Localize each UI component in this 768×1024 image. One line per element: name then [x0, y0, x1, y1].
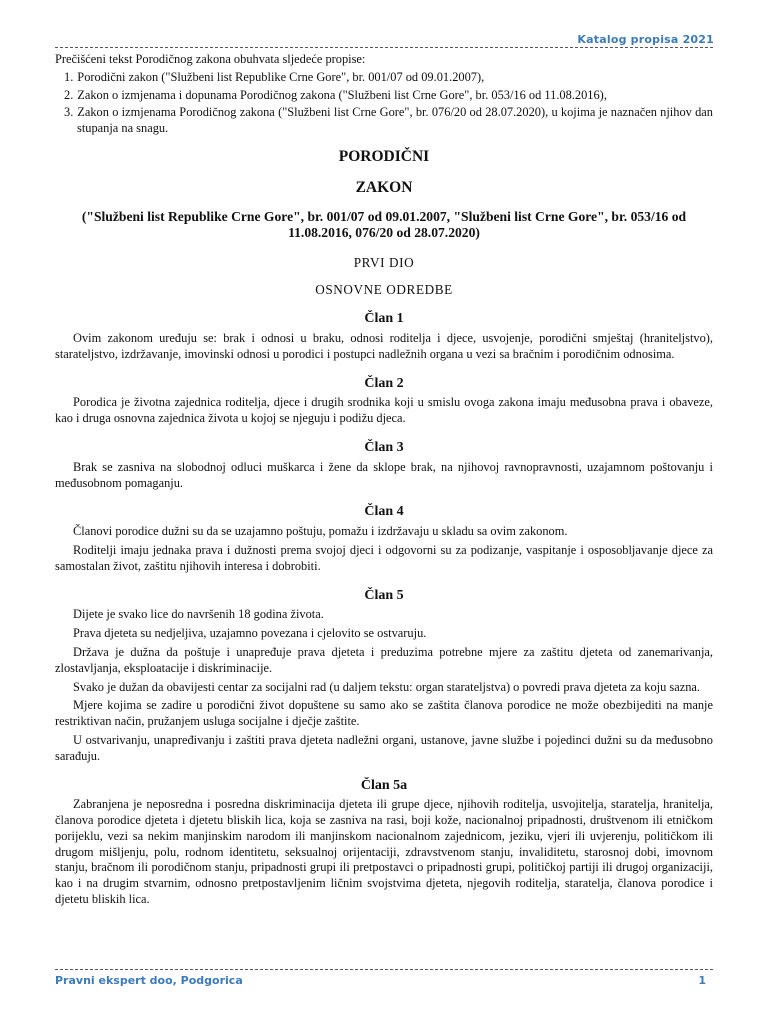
- regulation-item: [55, 70, 713, 86]
- article-paragraph: Porodica je životna zajednica roditelja, djece i drugih srodnika koji u smislu ovoga zakona imaju međusobna prava i obaveze, kao i druga osnovna zajednica života u kojoj se njeguju i podižu djeca.: [55, 395, 713, 426]
- article-heading: Član 5a: [360, 777, 408, 793]
- regulation-item-text: Porodični zakon ("Službeni list Republike Crne Gore", br. 001/07 od 09.01.2007),: [77, 69, 485, 84]
- regulation-item-number: 1.: [64, 69, 74, 84]
- article-paragraph: Država je dužna da poštuje i unapređuje prava djeteta i preduzima potrebne mjere za zaštitu djeteta od zanemarivanja, zlostavljanja, eksploatacije i diskriminacije.: [55, 644, 713, 675]
- article-3: [55, 440, 713, 491]
- part-subtitle: OSNOVNE ODREDBE: [315, 282, 453, 298]
- gazette-reference: ("Službeni list Republike Crne Gore", br. 001/07 od 09.01.2007, "Službeni list Crne Gore", br. 053/16 od 11.08.2016, 076/20 od 28.07.2020): [81, 208, 687, 240]
- intro-lead: Prečišćeni tekst Porodičnog zakona obuhvata sljedeće propise:: [55, 52, 366, 66]
- regulation-item-text: Zakon o izmjenama i dopunama Porodičnog zakona ("Službeni list Crne Gore", br. 053/16 od 11.08.2016),: [77, 87, 607, 102]
- article-paragraph: Svako je dužan da obavijesti centar za socijalni rad (u daljem tekstu: organ starateljstva) o povredi prava djeteta za koju sazna.: [73, 679, 700, 694]
- page-number: 1: [698, 974, 706, 987]
- article-paragraph: Mjere kojima se zadire u porodični život dopuštene su samo ako se zaštita članova porodice ne može obezbijediti na manje restriktivan način, pružanjem usluga socijalne i dječje zaštite.: [55, 698, 713, 729]
- law-title-line2: ZAKON: [355, 178, 413, 196]
- article-heading: Član 3: [364, 439, 404, 455]
- article-1: [55, 311, 713, 362]
- regulation-item-number: 3.: [64, 105, 74, 120]
- regulation-item: [55, 105, 713, 137]
- regulation-item: [55, 88, 713, 104]
- article-2: [55, 376, 713, 427]
- footer-publisher: Pravni ekspert doo, Podgorica: [55, 974, 243, 987]
- law-title-line1: PORODIČNI: [338, 147, 430, 165]
- article-heading: Član 2: [364, 375, 404, 391]
- consolidated-text-intro: [55, 52, 713, 137]
- document-body: [55, 52, 713, 911]
- regulation-item-number: 2.: [64, 87, 74, 102]
- article-5a: [55, 778, 713, 908]
- article-paragraph: U ostvarivanju, unapređivanju i zaštiti prava djeteta nadležni organi, ustanove, javne službe i pojedinci dužni su da međusobno sarađuju.: [55, 732, 713, 763]
- footer-divider: [55, 969, 713, 970]
- article-heading: Član 4: [364, 504, 404, 520]
- article-paragraph: Roditelji imaju jednaka prava i dužnosti prema svojoj djeci i odgovorni su za podizanje, vaspitanje i osposobljavanje djece za samostalan život, zaštitu njihovih interesa i dobrobiti.: [55, 542, 713, 573]
- article-paragraph: Prava djeteta su nedjeljiva, uzajamno povezana i cjelovito se ostvaruju.: [73, 626, 427, 641]
- article-5: [55, 588, 713, 765]
- article-paragraph: Dijete je svako lice do navršenih 18 godina života.: [73, 607, 324, 622]
- article-4: [55, 504, 713, 574]
- article-paragraph: Brak se zasniva na slobodnoj odluci muškarca i žene da sklope brak, na njihovoj ravnopravnosti, uzajamnom poštovanju i međusobnom pomaganju.: [55, 459, 713, 490]
- article-paragraph: Ovim zakonom uređuju se: brak i odnosi u braku, odnosi roditelja i djece, usvojenje, porodični smještaj (hraniteljstvo), starateljstvo, izdržavanje, imovinski odnosi u porodici i postupci nadležnih organa u vezi sa bračnim i porodičnim odnosima.: [55, 330, 713, 361]
- regulation-item-text: Zakon o izmjenama Porodičnog zakona ("Službeni list Crne Gore", br. 076/20 od 28.07.2020), u kojima je naznačen njihov dan stupanja na snagu.: [77, 105, 713, 136]
- article-heading: Član 1: [364, 311, 404, 327]
- part-name: PRVI DIO: [353, 254, 415, 270]
- article-paragraph: Zabranjena je neposredna i posredna diskriminacija djeteta ili grupe djece, njihovih roditelja, usvojitelja, staratelja, hranitelja, članova porodice djeteta i djetetu bliskih lica, koja se zasniva na rasi, boji kože, nacionalnoj pripadnosti, društvenom ili etničkom porijeklu, vezi sa nekim manjinskim narodom ili manjinskom nacionalnom zajednicom, jeziku, vjeri ili uvjerenju, političkom ili drugom mišljenju, polu, rodnom identitetu, seksualnoj orijentaciji, zdravstvenom stanju, invaliditetu, starosnoj dobi, imovnom stanju, bračnom ili porodičnom stanju, pripadnosti grupi ili pretpostavci o pripadnosti grupi, političkoj partiji ili drugoj organizaciji, kao i na drugim stvarnim, odnosno pretpostavljenim ličnim svojstvima djeteta, njegovih roditelja, staratelja, članova porodice i djetetu bliskih lica.: [55, 797, 713, 907]
- header-divider: [55, 47, 713, 48]
- article-heading: Član 5: [364, 587, 404, 603]
- article-paragraph: Članovi porodice dužni su da se uzajamno poštuju, pomažu i izdržavaju u skladu sa ovim zakonom.: [73, 524, 568, 539]
- regulation-list: [55, 70, 713, 137]
- catalog-header-title: Katalog propisa 2021: [577, 33, 714, 46]
